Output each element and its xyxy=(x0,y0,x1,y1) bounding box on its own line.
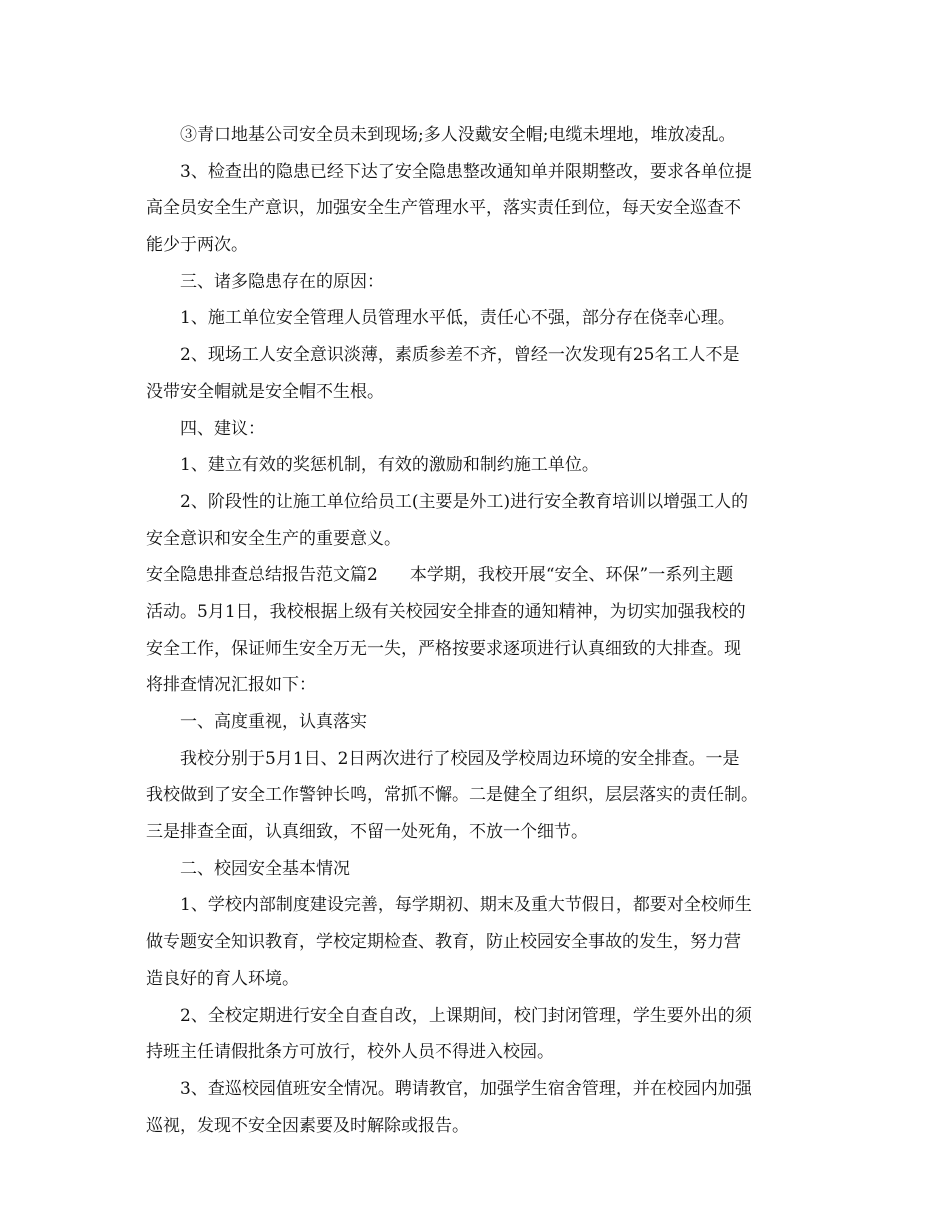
text-line: 我校分别于5月1日、2日两次进行了校园及学校周边环境的安全排查。一是 xyxy=(180,748,740,769)
text-line: 高全员安全生产意识，加强安全生产管理水平，落实责任到位，每天安全巡查不 xyxy=(146,198,741,219)
text-line: 3、查巡校园值班安全情况。聘请教官，加强学生宿舍管理，并在校园内加强 xyxy=(180,1078,752,1099)
section-heading: 四、建议： xyxy=(180,418,265,439)
document-body xyxy=(146,117,806,1144)
text-line: 我校做到了安全工作警钟长鸣，常抓不懈。二是健全了组织，层层落实的责任制。 xyxy=(146,785,758,806)
article-title-line xyxy=(146,557,806,594)
text-line: 安全工作，保证师生安全万无一失，严格按要求逐项进行认真细致的大排查。现 xyxy=(146,638,741,659)
text-line: 3、检查出的隐患已经下达了安全隐患整改通知单并限期整改，要求各单位提 xyxy=(180,161,752,182)
text-line: 2、现场工人安全意识淡薄，素质参差不齐，曾经一次发现有25名工人不是 xyxy=(180,345,740,366)
text-line: 活动。5月1日，我校根据上级有关校园安全排查的通知精神，为切实加强我校的 xyxy=(146,601,746,622)
text-line: 将排查情况汇报如下： xyxy=(146,675,316,696)
text-line: 1、学校内部制度建设完善，每学期初、期末及重大节假日，都要对全校师生 xyxy=(180,895,752,916)
text-line: 安全意识和安全生产的重要意义。 xyxy=(146,528,401,549)
text-line: 1、施工单位安全管理人员管理水平低，责任心不强，部分存在侥幸心理。 xyxy=(180,308,735,329)
text-line: 没带安全帽就是安全帽不生根。 xyxy=(146,381,384,402)
text-line: 能少于两次。 xyxy=(146,235,248,256)
text-line: 造良好的育人环境。 xyxy=(146,968,299,989)
text-line: 2、阶段性的让施工单位给员工(主要是外工)进行安全教育培训以增强工人的 xyxy=(180,491,749,512)
text-line: 持班主任请假批条方可放行，校外人员不得进入校园。 xyxy=(146,1042,554,1063)
section-heading: 二、校园安全基本情况 xyxy=(180,858,350,879)
text-line: 本学期，我校开展“安全、环保”一系列主题 xyxy=(409,565,734,586)
article-title: 安全隐患排查总结报告范文篇2 xyxy=(146,565,378,586)
text-line: 做专题安全知识教育，学校定期检查、教育，防止校园安全事故的发生，努力营 xyxy=(146,932,741,953)
text-line: ③青口地基公司安全员未到现场;多人没戴安全帽;电缆未埋地，堆放凌乱。 xyxy=(180,125,736,145)
section-heading: 三、诸多隐患存在的原因： xyxy=(180,271,384,292)
text-line: 2、全校定期进行安全自查自改，上课期间，校门封闭管理，学生要外出的须 xyxy=(180,1005,752,1026)
text-line: 巡视，发现不安全因素要及时解除或报告。 xyxy=(146,1115,469,1136)
text-line: 三是排查全面，认真细致，不留一处死角，不放一个细节。 xyxy=(146,822,588,843)
section-heading: 一、高度重视，认真落实 xyxy=(180,712,367,732)
text-line: 1、建立有效的奖惩机制，有效的激励和制约施工单位。 xyxy=(180,455,599,476)
